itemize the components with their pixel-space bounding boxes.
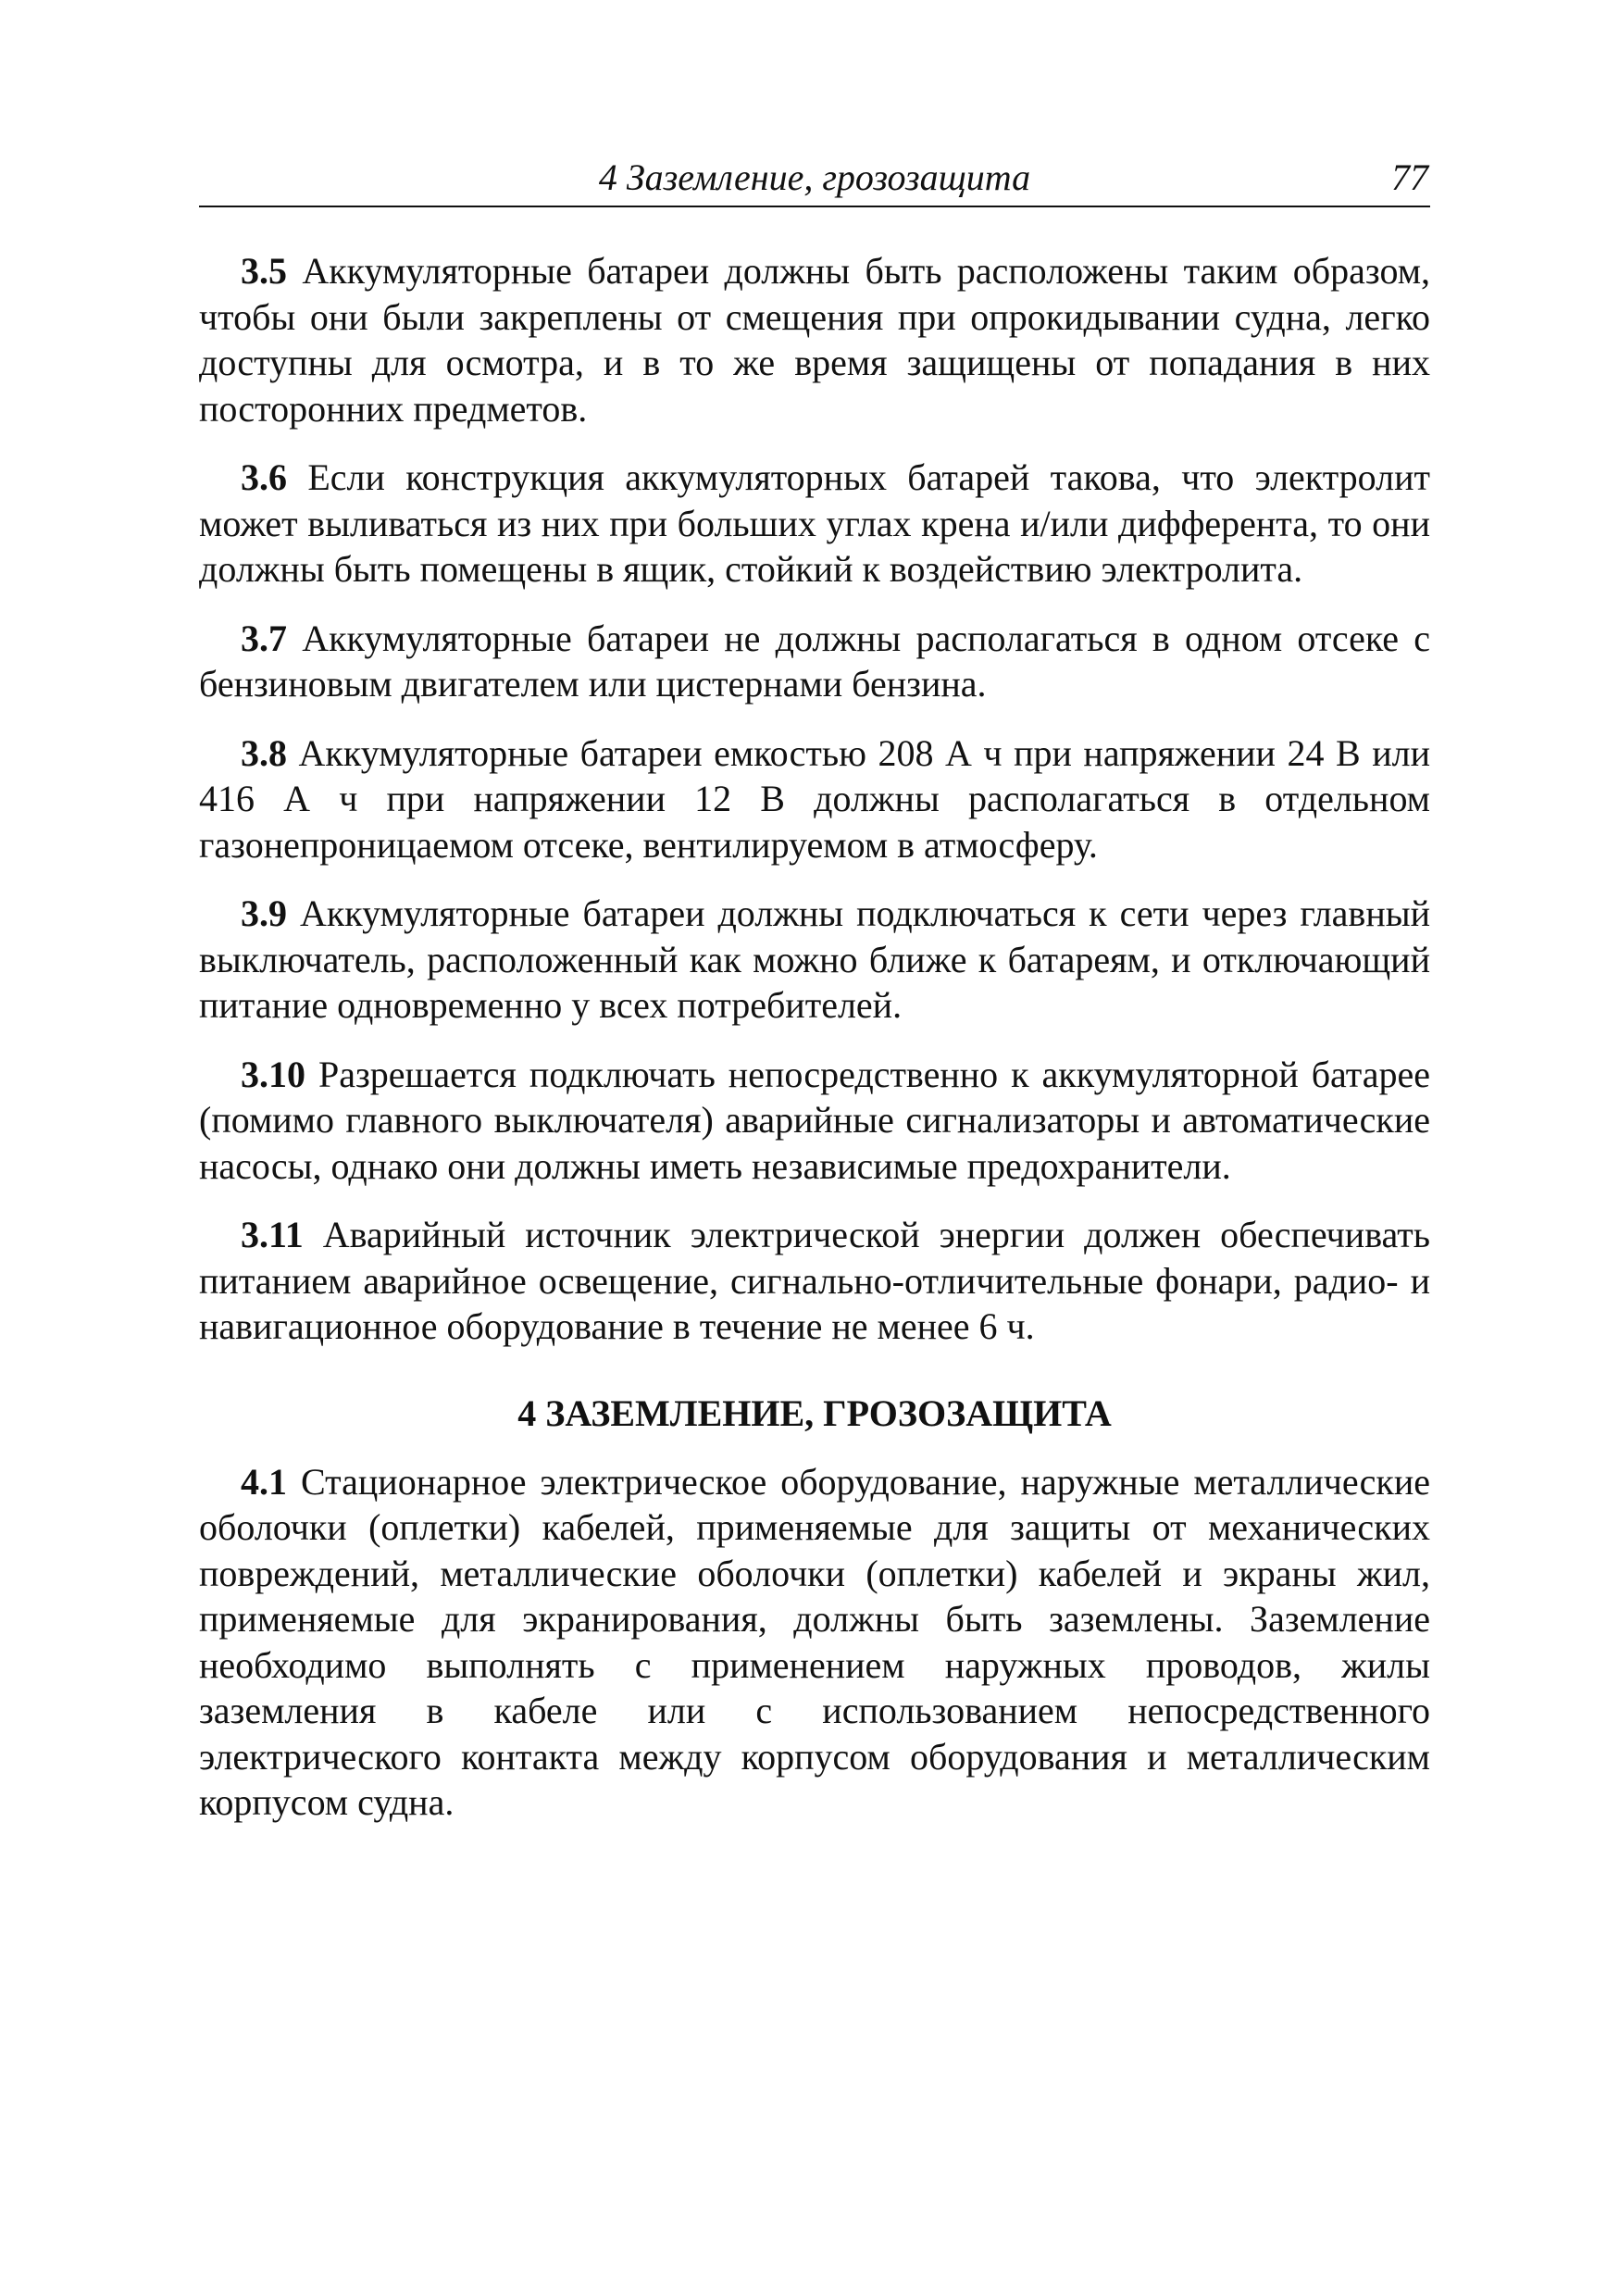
paragraph-text: Аккумуляторные батареи емкостью 208 А ч при напряжении 24 В или 416 А ч при напряжении 12 В должны располагаться в отдельном газонепроницаемом отсеке, вентилируемом в атмосферу.: [199, 731, 1431, 866]
paragraph-text: Если конструкция аккумуляторных батарей такова, что электролит может выливаться из них при больших углах крена и/или дифферента, то они должны быть помещены в ящик, стойкий к воздействию электролита.: [199, 456, 1430, 590]
paragraph-3-10: [199, 1052, 1430, 1190]
paragraph-3-5: [199, 248, 1430, 431]
paragraph-text: Разрешается подключать непосредственно к аккумуляторной батарее (помимо главного выключателя) аварийные сигнализаторы и автоматические насосы, однако они должны иметь независимые предохранители.: [199, 1053, 1430, 1187]
paragraph-number: 3.10: [241, 1053, 305, 1095]
paragraph-number: 3.11: [241, 1214, 304, 1255]
paragraph-number: 4.1: [241, 1460, 287, 1503]
document-page: [199, 0, 1430, 2296]
paragraph-number: 3.5: [241, 250, 287, 292]
page-content: [199, 248, 1430, 1849]
paragraph-number: 3.7: [241, 617, 287, 659]
paragraph-4-1: [199, 1459, 1430, 1826]
paragraph-3-7: [199, 616, 1430, 707]
paragraph-3-6: [199, 455, 1430, 593]
paragraph-3-11: [199, 1212, 1430, 1350]
paragraph-text: Аккумуляторные батареи должны подключаться к сети через главный выключатель, расположенный как можно ближе к батареям, и отключающий питание одновременно у всех потребителей.: [199, 892, 1431, 1026]
page-number: 77: [1391, 156, 1428, 198]
section-heading: 4 ЗАЗЕМЛЕНИЕ, ГРОЗОЗАЩИТА: [517, 1391, 1112, 1434]
paragraph-text: Аккумуляторные батареи не должны располагаться в одном отсеке с бензиновым двигателем или цистернами бензина.: [199, 617, 1431, 705]
paragraph-text: Аккумуляторные батареи должны быть расположены таким образом, чтобы они были закреплены от смещения при опрокидывании судна, легко доступны для осмотра, и в то же время защищены от попадания в них посторонних предметов.: [199, 250, 1431, 430]
paragraph-text: Аварийный источник электрической энергии должен обеспечивать питанием аварийное освещение, сигнально-отличительные фонари, радио- и навигационное оборудование в течение не менее 6 ч.: [199, 1214, 1431, 1347]
running-header-title: 4 Заземление, грозозащита: [598, 156, 1031, 198]
paragraph-number: 3.6: [241, 456, 287, 498]
paragraph-number: 3.9: [241, 892, 287, 934]
paragraph-3-9: [199, 891, 1430, 1029]
paragraph-number: 3.8: [241, 731, 287, 774]
paragraph-text: Стационарное электрическое оборудование, наружные металлические оболочки (оплетки) кабелей, применяемые для защиты от механических повреждений, металлические оболочки (оплетки) кабелей и экраны жил, применяемые для экранирования, должны быть заземлены. Заземление необходимо выполнять с применением наружных проводов, жилы заземления в кабеле или с использованием непосредственного электрического контакта между корпусом оборудования и металлическим корпусом судна.: [199, 1460, 1430, 1823]
paragraph-3-8: [199, 730, 1430, 868]
running-header: [199, 154, 1430, 207]
